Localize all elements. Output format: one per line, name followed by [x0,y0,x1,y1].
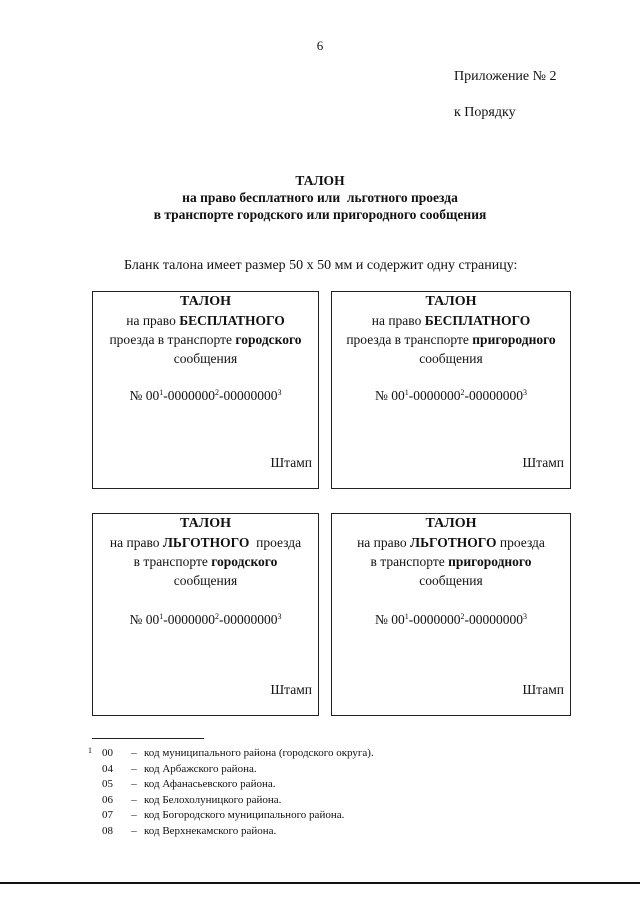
coupon-emphasis: БЕСПЛАТНОГО [179,313,285,328]
footnote-marker: 1 [88,746,92,755]
coupon-emphasis: городского [235,332,302,347]
number-part: -00000000 [464,388,523,403]
coupon-title: ТАЛОН [180,516,231,531]
footnote-item [88,793,374,809]
footnote-ref: 3 [277,612,282,621]
coupon-emphasis: ЛЬГОТНОГО [410,535,497,550]
coupon-text: на право [371,313,425,328]
coupon-discount-city [92,513,319,716]
coupon-line-2 [332,330,570,349]
footnote-dash: – [131,778,137,790]
coupon-line-2 [332,552,570,571]
footnote-ref: 2 [215,388,219,397]
footnote-ref: 1 [159,388,164,397]
coupon-text: в транспорте [370,554,449,569]
coupon-stamp: Штамп [522,455,564,470]
footnote-code: 08 [102,824,113,837]
footnote-divider [92,738,204,739]
footnote-item [88,762,374,778]
coupon-title: ТАЛОН [425,294,477,309]
footnote-text: код Верхнекамского района. [144,824,277,837]
coupon-emphasis: ЛЬГОТНОГО [162,535,250,550]
footnote-item [88,746,374,762]
coupon-text: на право [357,535,411,550]
footnote-ref: 2 [460,388,465,397]
footnote-ref: 3 [277,388,282,397]
number-part: -0000000 [408,612,461,627]
coupon-line-2 [93,552,318,571]
footnote-dash: – [131,824,137,837]
footnote-code: 06 [102,793,113,806]
footnote-code: 05 [102,778,113,790]
number-part: -0000000 [163,612,215,627]
coupon-emphasis: городского [211,554,278,569]
number-part: № 00 [129,388,160,403]
coupon-line-3: сообщения [173,351,238,366]
footnote-text: код Арбажского района. [144,762,257,775]
coupon-title: ТАЛОН [425,516,477,531]
coupon-line-1 [332,533,570,552]
footnote-ref: 1 [159,612,164,621]
footnote-text: код муниципального района (городского округа). [144,747,374,759]
footnote-item [88,777,374,793]
coupon-free-city [92,291,319,489]
number-part: -0000000 [408,388,461,403]
document-title [0,172,640,223]
footnote-dash: – [131,762,137,775]
footnote-ref: 2 [215,612,219,621]
footnote-ref: 3 [523,612,527,621]
coupon-line-3: сообщения [419,573,483,588]
title-line-2: на право бесплатного или льготного проезда [182,190,458,205]
title-line-1: ТАЛОН [295,173,345,188]
coupon-emphasis: БЕСПЛАТНОГО [424,313,531,328]
coupon-line-1 [93,311,318,330]
number-part: -00000000 [219,388,278,403]
footnote-ref: 1 [404,388,409,397]
coupon-text: проезда в транспорте [109,332,236,347]
footnotes [88,746,374,839]
coupon-number [332,610,570,629]
coupon-line-3: сообщения [419,351,483,366]
footnote-code: 04 [102,762,113,775]
footnote-text: код Богородского муниципального района. [144,809,345,821]
footnote-text: код Белохолуницкого района. [144,793,282,806]
title-line-3: в транспорте городского или пригородного сообщения [153,207,487,222]
number-part: № 00 [374,612,405,627]
coupon-stamp: Штамп [270,682,312,697]
page-number: 6 [316,38,324,53]
footnote-code: 00 [102,747,113,759]
number-part: № 00 [129,612,160,627]
footnote-dash: – [131,747,137,759]
coupon-title: ТАЛОН [180,294,231,309]
coupon-line-3: сообщения [173,573,238,588]
intro-text: Бланк талона имеет размер 50 х 50 мм и содержит одну страницу: [124,258,518,273]
footnote-ref: 3 [523,388,527,397]
coupon-text: в транспорте [133,554,212,569]
appendix-label: Приложение № 2 [454,69,557,84]
coupon-line-1 [332,311,570,330]
page-bottom-rule [0,882,640,884]
coupon-emphasis: пригородного [472,332,556,347]
coupon-text: на право [126,313,180,328]
footnote-item [88,824,374,840]
number-part: № 00 [374,388,405,403]
footnote-ref: 1 [404,612,409,621]
coupon-discount-suburban [331,513,571,716]
footnote-dash: – [131,809,137,821]
coupon-free-suburban [331,291,571,489]
coupon-line-2 [93,330,318,349]
footnote-code: 07 [102,809,113,821]
coupon-stamp: Штамп [522,682,564,697]
coupon-number [93,386,318,405]
footnote-item [88,808,374,824]
footnote-text: код Афанасьевского района. [144,778,276,790]
coupon-number [332,386,570,405]
coupon-emphasis: пригородного [448,554,532,569]
footnote-ref: 2 [460,612,465,621]
coupon-text: проезда в транспорте [346,332,473,347]
coupon-text: на право [109,535,163,550]
coupon-line-1 [93,533,318,552]
coupon-text: проезда [249,535,302,550]
coupon-stamp: Штамп [270,455,312,470]
number-part: -00000000 [219,612,278,627]
number-part: -0000000 [163,388,215,403]
number-part: -00000000 [464,612,523,627]
coupon-text: проезда [496,535,545,550]
coupon-number [93,610,318,629]
footnote-dash: – [131,793,137,806]
appendix-reference: к Порядку [454,105,516,120]
